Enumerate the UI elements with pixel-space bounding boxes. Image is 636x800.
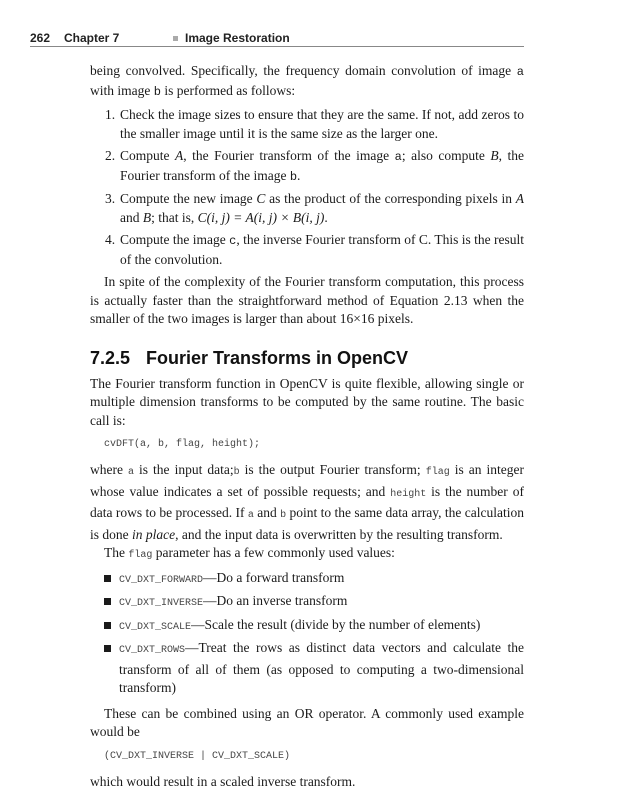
page-body: [90, 62, 524, 791]
list-item: CV_DXT_INVERSE—Do an inverse transform: [90, 592, 524, 614]
list-item: CV_DXT_SCALE—Scale the result (divide by the number of elements): [90, 616, 524, 638]
section-number: 7.2.5: [90, 347, 131, 368]
where-paragraph: where a is the input data;b is the output Fourier transform; flag is an integer whose value indicates a set of possible requests; and height is the number of data rows to be processed. If a and b point to the same data array, the calculation is done in place, and the input data is overwritten by the resulting transform.: [90, 462, 525, 542]
combine-paragraph: These can be combined using an OR operator. A commonly used example would be: [90, 705, 524, 739]
list-item: 2. Compute A, the Fourier transform of the image a; also compute B, the Fourier transform of the image b.: [105, 148, 525, 184]
list-item: 3. Compute the new image C as the product of the corresponding pixels in A and B; that is, C(i, j) = A(i, j) × B(i, j).: [105, 191, 524, 225]
list-item: 4. Compute the image c, the inverse Fourier transform of C. This is the result of the convolution.: [105, 232, 525, 267]
bullet-square-icon: [104, 598, 111, 605]
code-call: cvDFT(a, b, flag, height);: [104, 439, 261, 450]
list-item: CV_DXT_ROWS—Treat the rows as distinct data vectors and calculate the transform of all of them (as opposed to computing a two-dimensional transform): [90, 639, 524, 698]
chapter-label: Chapter 7: [64, 31, 120, 45]
section-intro-paragraph: The Fourier transform function in OpenCV is quite flexible, allowing single or multiple dimension transforms to be computed by the same routine. The basic call is:: [90, 375, 524, 428]
header-separator-icon: [173, 36, 178, 41]
bullet-square-icon: [104, 622, 111, 629]
section-title: Fourier Transforms in OpenCV: [146, 347, 409, 368]
complexity-paragraph: In spite of the complexity of the Fourier transform computation, this process is actually faster than the straightforward method of Equation 2.13 when the smaller of the two images is larger than about 16×16 pixels.: [90, 274, 524, 326]
running-header: [30, 30, 524, 47]
bullet-square-icon: [104, 575, 111, 582]
chapter-title: Image Restoration: [185, 31, 290, 45]
section-heading: [90, 347, 524, 369]
bullet-square-icon: [104, 645, 111, 652]
page-number: 262: [30, 31, 51, 45]
product-equation: C(i, j) = A(i, j) × B(i, j): [197, 209, 325, 225]
code-example: (CV_DXT_INVERSE | CV_DXT_SCALE): [104, 750, 291, 762]
flag-list: [90, 569, 524, 698]
intro-paragraph: being convolved. Specifically, the frequency domain convolution of image a with image b is performed as follows:: [90, 63, 524, 99]
flag-paragraph: The flag parameter has a few commonly used values:: [104, 545, 395, 561]
list-item: CV_DXT_FORWARD—Do a forward transform: [90, 569, 524, 591]
convolution-steps: [90, 106, 524, 269]
list-item: 1. Check the image sizes to ensure that they are the same. If not, add zeros to the smaller image until it is the same size as the larger one.: [105, 107, 524, 141]
closing-paragraph: which would result in a scaled inverse transform.: [90, 773, 356, 789]
